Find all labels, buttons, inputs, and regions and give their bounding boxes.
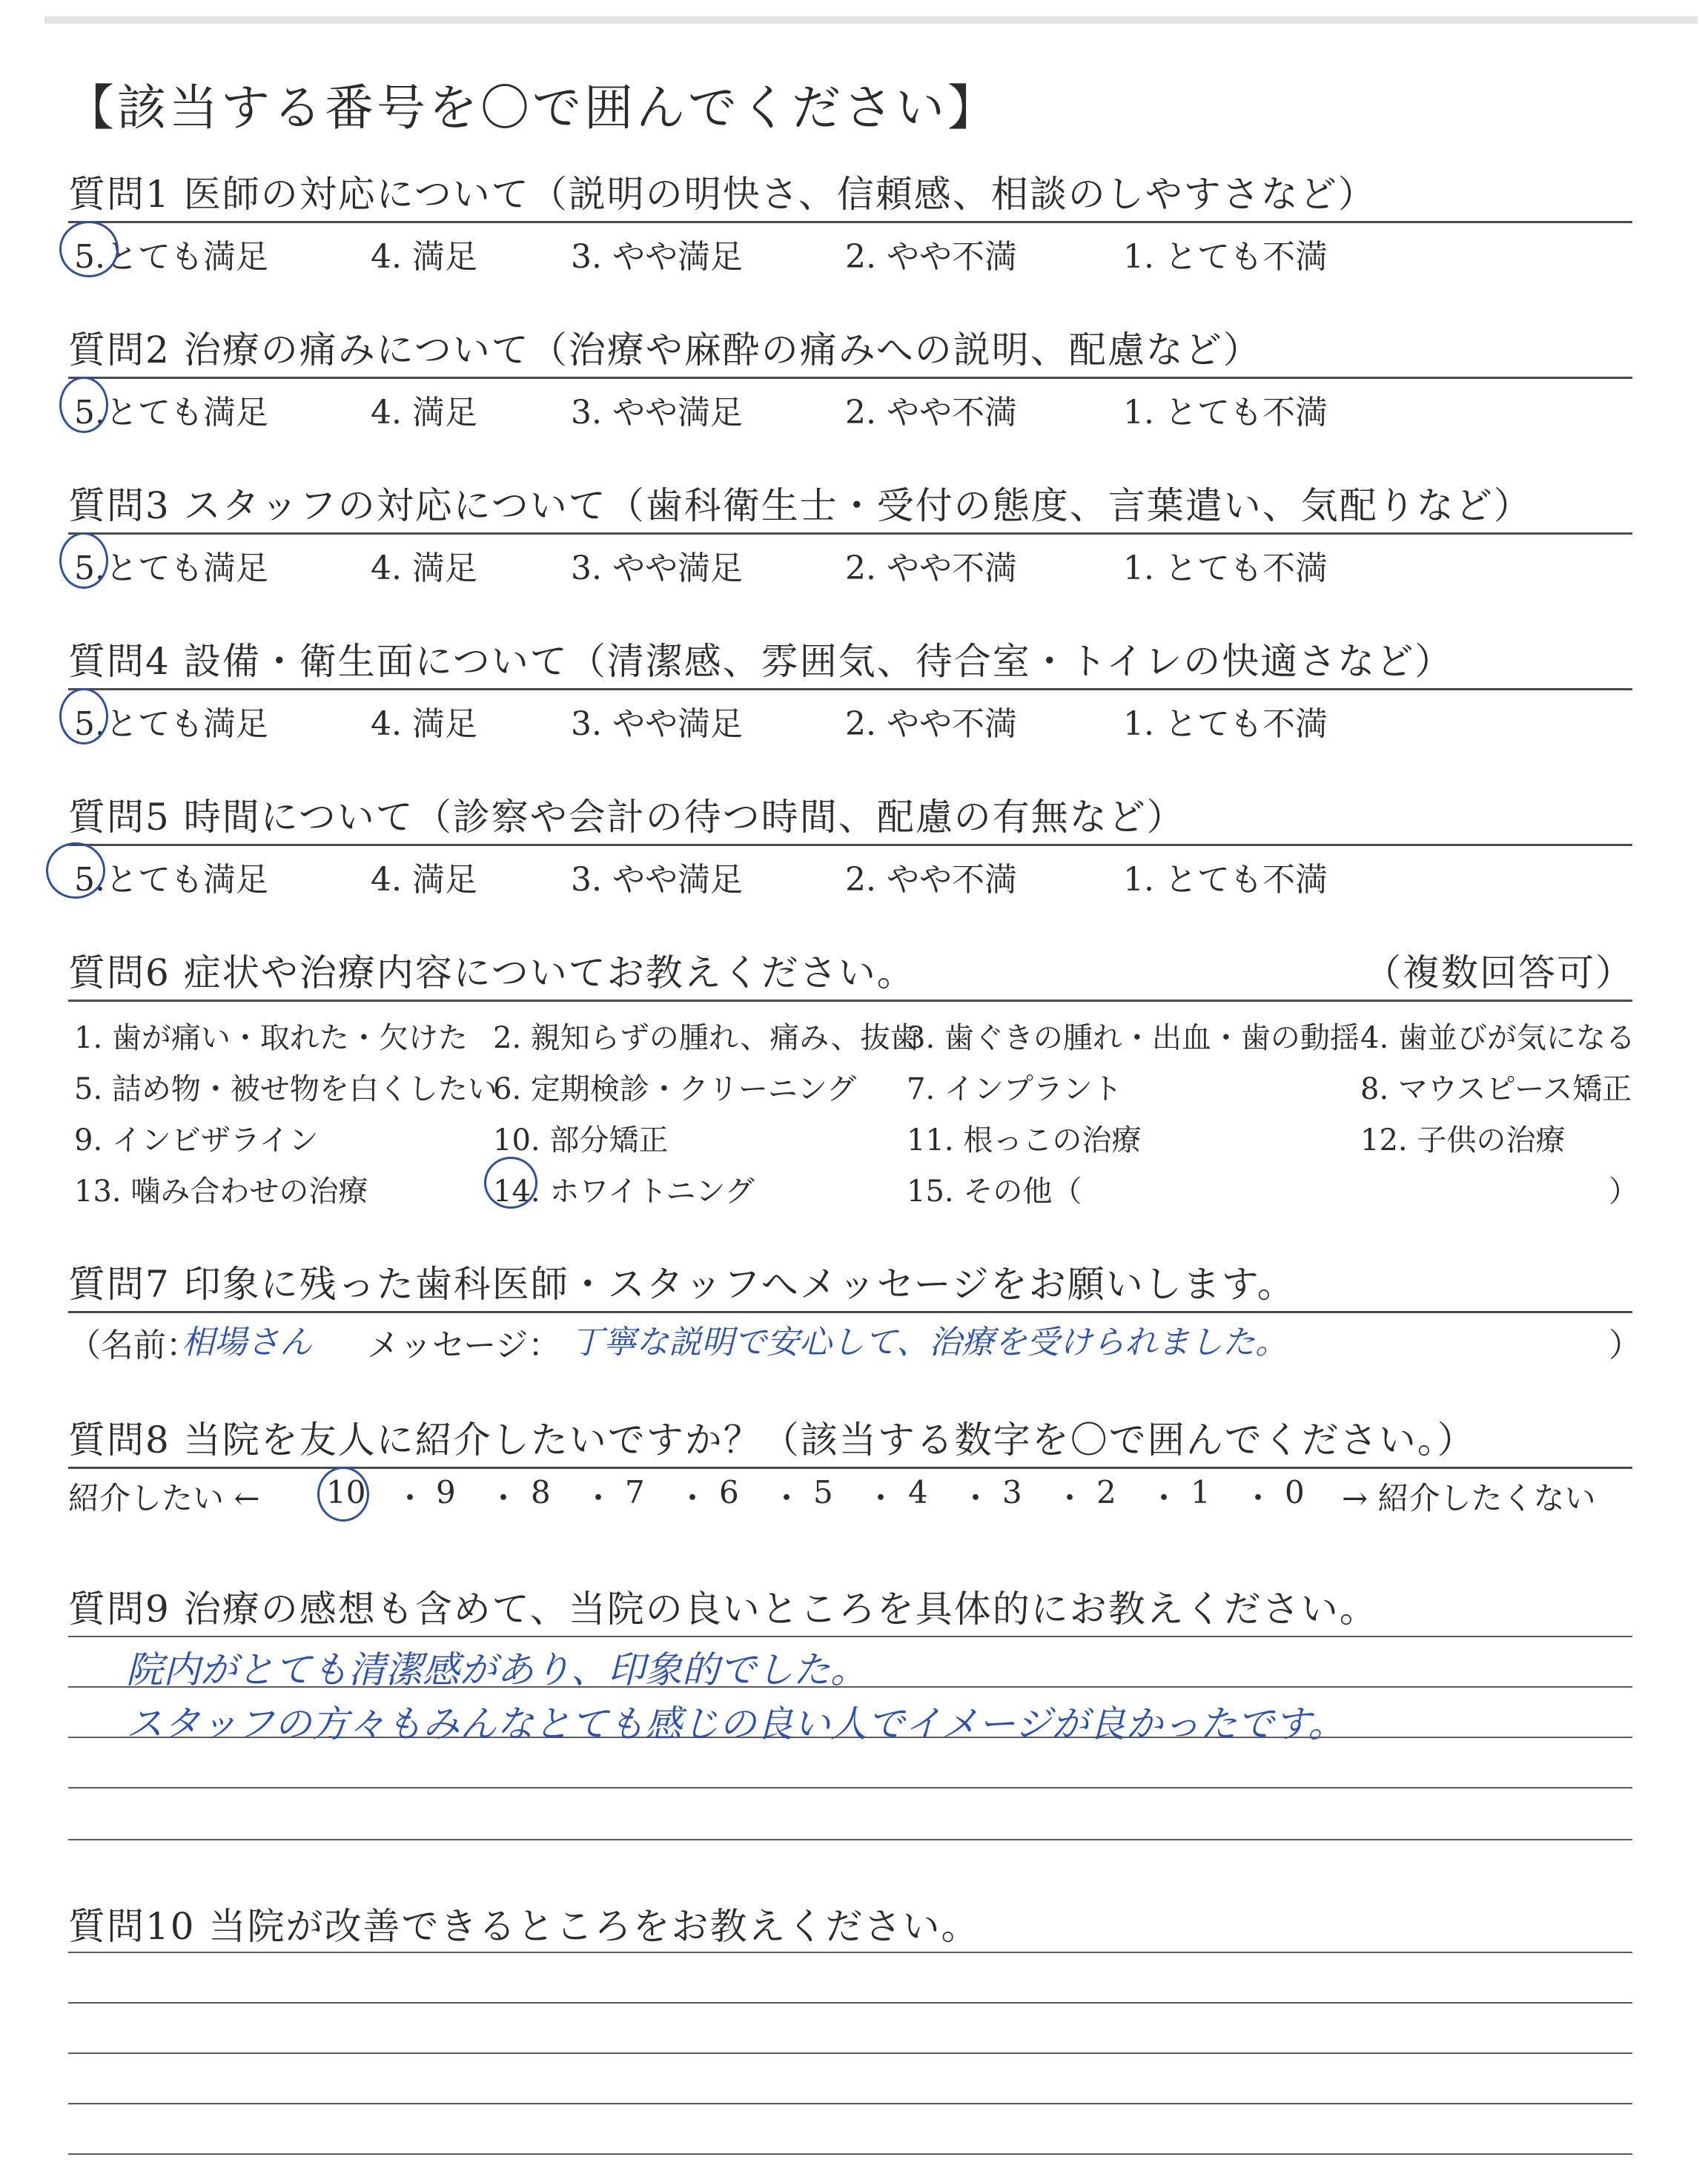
q5-option-1[interactable]: 1. とても不満 — [1123, 861, 1328, 899]
q1-option-4[interactable]: 4. 満足 — [371, 238, 477, 276]
q5-option-4[interactable]: 4. 満足 — [371, 861, 477, 899]
q6-option-10[interactable]: 10. 部分矯正 — [493, 1123, 669, 1157]
question-7-label: 質問7 印象に残った歯科医師・スタッフへメッセージをお願いします。 — [68, 1263, 1296, 1306]
q5-selection-circle — [46, 842, 105, 899]
q6-option-13[interactable]: 13. 噛み合わせの治療 — [74, 1175, 368, 1209]
q3-selection-circle — [59, 532, 108, 589]
q9-line-1 — [68, 1636, 1632, 1637]
q6-option-1[interactable]: 1. 歯が痛い・取れた・欠けた — [74, 1021, 468, 1055]
question-3-rule — [68, 532, 1632, 535]
q8-dot: ・ — [865, 1480, 897, 1516]
question-8-label: 質問8 当院を友人に紹介したいですか？（該当する数字を〇で囲んでください。） — [68, 1418, 1476, 1462]
q9-line-4 — [68, 1787, 1632, 1789]
q6-option-9[interactable]: 9. インビザライン — [74, 1123, 319, 1157]
q7-message-label: メッセージ： — [367, 1327, 561, 1364]
q8-scale-5[interactable]: 5 — [813, 1474, 833, 1510]
question-2-rule — [68, 377, 1632, 379]
question-6-label: 質問6 症状や治療内容についてお教えください。 — [68, 951, 916, 994]
q4-option-5[interactable]: 5.とても満足 — [74, 705, 268, 743]
q6-option-12[interactable]: 12. 子供の治療 — [1360, 1123, 1566, 1157]
q8-scale-10[interactable]: 10 — [326, 1474, 366, 1510]
q8-left-label: 紹介したい ← — [68, 1480, 260, 1516]
question-8-rule — [68, 1467, 1632, 1469]
q2-option-4[interactable]: 4. 満足 — [371, 394, 477, 432]
q6-option-4[interactable]: 4. 歯並びが気になる — [1360, 1021, 1635, 1055]
q3-option-2[interactable]: 2. やや不満 — [845, 549, 1017, 587]
q4-option-2[interactable]: 2. やや不満 — [845, 705, 1017, 743]
q4-selection-circle — [59, 688, 108, 744]
q8-dot: ・ — [394, 1480, 426, 1516]
question-9-label: 質問9 治療の感想も含めて、当院の良いところを具体的にお教えください。 — [68, 1588, 1378, 1631]
q8-dot: ・ — [1242, 1480, 1274, 1516]
q1-option-2[interactable]: 2. やや不満 — [845, 238, 1017, 276]
q6-option-8[interactable]: 8. マウスピース矯正 — [1360, 1072, 1632, 1106]
q6-option-15-close: ） — [1609, 1175, 1638, 1209]
q8-dot: ・ — [583, 1480, 615, 1516]
q8-scale-1[interactable]: 1 — [1191, 1474, 1211, 1510]
q8-scale-0[interactable]: 0 — [1285, 1474, 1305, 1510]
q8-selection-circle — [317, 1467, 369, 1522]
q5-option-2[interactable]: 2. やや不満 — [845, 861, 1017, 899]
q6-option-6[interactable]: 6. 定期検診・クリーニング — [493, 1072, 857, 1106]
q6-selection-circle — [484, 1157, 537, 1209]
q7-message-value[interactable]: 丁寧な説明で安心して、治療を受けられました。 — [571, 1324, 1288, 1361]
q3-option-5[interactable]: 5.とても満足 — [74, 549, 268, 587]
q8-dot: ・ — [960, 1480, 992, 1516]
q7-close: ） — [1609, 1327, 1641, 1364]
q8-dot: ・ — [1148, 1480, 1180, 1516]
q6-option-5[interactable]: 5. 詰め物・被せ物を白くしたい — [74, 1072, 497, 1106]
q9-line-5 — [68, 1839, 1632, 1840]
q10-line-2 — [68, 2002, 1632, 2004]
q3-option-1[interactable]: 1. とても不満 — [1123, 549, 1328, 587]
q2-option-5[interactable]: 5.とても満足 — [74, 394, 268, 432]
q8-scale-4[interactable]: 4 — [908, 1474, 928, 1510]
q1-selection-circle — [59, 221, 119, 277]
question-5-label: 質問5 時間について（診察や会計の待つ時間、配慮の有無など） — [68, 796, 1185, 839]
q3-option-4[interactable]: 4. 満足 — [371, 549, 477, 587]
q10-line-3 — [68, 2052, 1632, 2054]
q8-scale-3[interactable]: 3 — [1002, 1474, 1022, 1510]
q9-answer-line-2[interactable]: スタッフの方々もみんなとても感じの良い人でイメージが良かったです。 — [126, 1702, 1345, 1745]
question-10-label: 質問10 当院が改善できるところをお教えください。 — [68, 1905, 980, 1948]
q10-line-5 — [68, 2153, 1632, 2155]
q8-dot: ・ — [1054, 1480, 1086, 1516]
question-5-rule — [68, 844, 1632, 846]
question-7-rule — [68, 1311, 1632, 1313]
q10-line-4 — [68, 2103, 1632, 2104]
question-1-label: 質問1 医師の対応について（説明の明快さ、信頼感、相談のしやすさなど） — [68, 173, 1377, 216]
q6-option-7[interactable]: 7. インプラント — [907, 1072, 1122, 1106]
q6-option-11[interactable]: 11. 根っこの治療 — [907, 1123, 1142, 1157]
q8-dot: ・ — [488, 1480, 520, 1516]
q7-name-value[interactable]: 相場さん — [182, 1324, 312, 1361]
q7-name-label: （名前： — [68, 1327, 199, 1364]
q2-option-2[interactable]: 2. やや不満 — [845, 394, 1017, 432]
q3-option-3[interactable]: 3. やや満足 — [571, 549, 743, 587]
q5-option-5[interactable]: 5.とても満足 — [74, 861, 268, 899]
q5-option-3[interactable]: 3. やや満足 — [571, 861, 743, 899]
question-6-rule — [68, 1000, 1632, 1002]
q6-option-15[interactable]: 15. その他（ — [907, 1175, 1082, 1209]
page-top-edge — [44, 16, 1698, 24]
q8-dot: ・ — [677, 1480, 709, 1516]
q6-option-14[interactable]: 14. ホワイトニング — [493, 1175, 755, 1209]
question-2-label: 質問2 治療の痛みについて（治療や麻酔の痛みへの説明、配慮など） — [68, 328, 1262, 371]
q8-scale-7[interactable]: 7 — [625, 1474, 645, 1510]
question-4-label: 質問4 設備・衛生面について（清潔感、雰囲気、待合室・トイレの快適さなど） — [68, 640, 1454, 683]
q1-option-5[interactable]: 5.とても満足 — [74, 238, 268, 276]
q8-scale-9[interactable]: 9 — [436, 1474, 456, 1510]
q4-option-1[interactable]: 1. とても不満 — [1123, 705, 1328, 743]
question-3-label: 質問3 スタッフの対応について（歯科衛生士・受付の態度、言葉遣い、気配りなど） — [68, 484, 1532, 527]
q8-right-label: → 紹介したくない — [1342, 1480, 1596, 1516]
q2-option-1[interactable]: 1. とても不満 — [1123, 394, 1328, 432]
q2-option-3[interactable]: 3. やや満足 — [571, 394, 743, 432]
q10-line-1 — [68, 1952, 1632, 1953]
q8-scale-6[interactable]: 6 — [719, 1474, 739, 1510]
q8-scale-2[interactable]: 2 — [1096, 1474, 1116, 1510]
q6-option-2[interactable]: 2. 親知らずの腫れ、痛み、抜歯 — [493, 1021, 920, 1055]
q8-scale-8[interactable]: 8 — [531, 1474, 551, 1510]
q1-option-1[interactable]: 1. とても不満 — [1123, 238, 1328, 276]
q1-option-3[interactable]: 3. やや満足 — [571, 238, 743, 276]
q9-answer-line-1[interactable]: 院内がとても清潔感があり、印象的でした。 — [126, 1648, 867, 1691]
q2-selection-circle — [59, 377, 108, 433]
question-4-rule — [68, 688, 1632, 690]
q4-option-3[interactable]: 3. やや満足 — [571, 705, 743, 743]
q8-dot: ・ — [771, 1480, 803, 1516]
q4-option-4[interactable]: 4. 満足 — [371, 705, 477, 743]
question-6-note: （複数回答可） — [1364, 951, 1634, 994]
q6-option-3[interactable]: 3. 歯ぐきの腫れ・出血・歯の動揺 — [907, 1021, 1360, 1055]
page-title: 【該当する番号を〇で囲んでください】 — [65, 79, 999, 136]
question-1-rule — [68, 221, 1632, 223]
